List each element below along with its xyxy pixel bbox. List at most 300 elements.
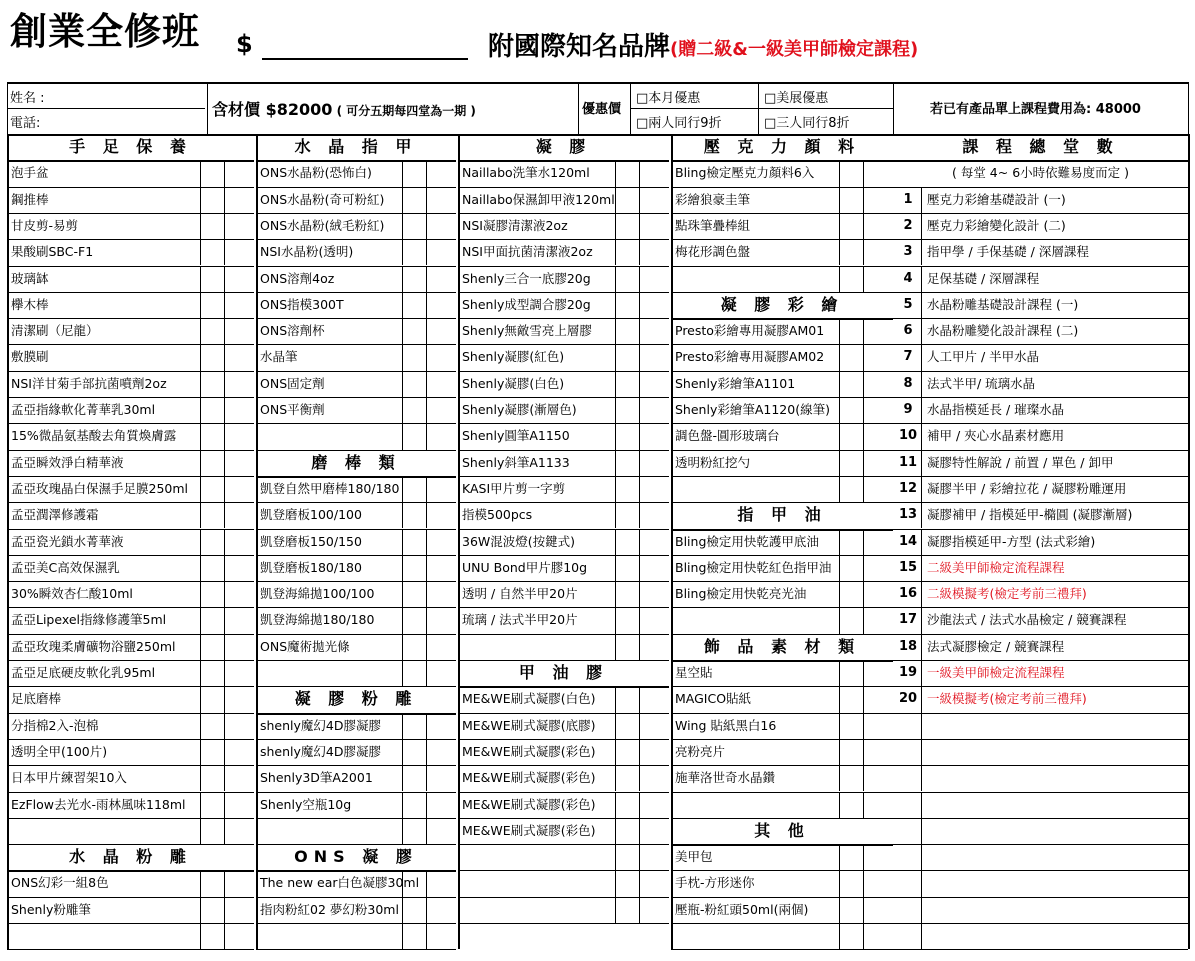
check-cell[interactable] bbox=[839, 581, 840, 607]
table-rule bbox=[458, 476, 669, 477]
quantity-cell[interactable] bbox=[224, 923, 225, 949]
quantity-cell[interactable] bbox=[863, 476, 864, 502]
quantity-cell[interactable] bbox=[426, 213, 427, 239]
table-rule bbox=[256, 686, 456, 687]
check-cell[interactable] bbox=[615, 870, 616, 896]
quantity-cell[interactable] bbox=[639, 870, 640, 896]
check-cell[interactable] bbox=[839, 765, 840, 791]
quantity-cell[interactable] bbox=[224, 660, 225, 686]
quantity-cell[interactable] bbox=[426, 160, 427, 186]
check-cell[interactable] bbox=[402, 292, 403, 318]
table-rule bbox=[7, 371, 254, 372]
quantity-cell[interactable] bbox=[863, 239, 864, 265]
quantity-cell[interactable] bbox=[224, 870, 225, 896]
check-cell[interactable] bbox=[615, 239, 616, 265]
list-item: 凱登磨板100/100 bbox=[260, 507, 362, 523]
course-number: 4 bbox=[903, 270, 913, 286]
check-cell[interactable] bbox=[200, 160, 201, 186]
check-cell[interactable] bbox=[402, 266, 403, 292]
list-item: 凱登海綿拋100/100 bbox=[260, 586, 375, 602]
list-item: 孟亞玫瑰柔膚礦物浴鹽250ml bbox=[11, 638, 176, 654]
quantity-cell[interactable] bbox=[863, 344, 864, 370]
table-rule bbox=[893, 949, 1188, 950]
quantity-cell[interactable] bbox=[224, 266, 225, 292]
quantity-cell[interactable] bbox=[224, 160, 225, 186]
check-cell[interactable] bbox=[839, 476, 840, 502]
quantity-cell[interactable] bbox=[863, 423, 864, 449]
course-number: 19 bbox=[898, 665, 918, 680]
table-rule bbox=[893, 660, 1188, 661]
check-cell[interactable] bbox=[839, 187, 840, 213]
option-three-people[interactable]: □三人同行8折 bbox=[764, 116, 850, 131]
check-cell[interactable] bbox=[615, 529, 616, 555]
check-cell[interactable] bbox=[615, 792, 616, 818]
quantity-cell[interactable] bbox=[639, 423, 640, 449]
list-item: NSI洋甘菊手部抗菌噴劑2oz bbox=[11, 375, 167, 391]
check-cell[interactable] bbox=[615, 266, 616, 292]
check-cell[interactable] bbox=[200, 239, 201, 265]
check-cell[interactable] bbox=[200, 266, 201, 292]
course-number: 12 bbox=[898, 480, 918, 496]
quantity-cell[interactable] bbox=[224, 607, 225, 633]
list-item: 分指棉2入-泡棉 bbox=[11, 717, 99, 733]
check-cell[interactable] bbox=[839, 713, 840, 739]
quantity-cell[interactable] bbox=[224, 739, 225, 765]
option-monthly[interactable]: □本月優惠 bbox=[636, 91, 701, 106]
check-cell[interactable] bbox=[200, 344, 201, 370]
check-cell[interactable] bbox=[839, 318, 840, 344]
quantity-cell[interactable] bbox=[863, 897, 864, 923]
check-cell[interactable] bbox=[402, 923, 403, 949]
list-item: 孟亞瞬效淨白精華液 bbox=[11, 454, 124, 470]
quantity-cell[interactable] bbox=[863, 792, 864, 818]
quantity-cell[interactable] bbox=[426, 870, 427, 896]
course-number-divider bbox=[921, 634, 922, 660]
quantity-cell[interactable] bbox=[426, 634, 427, 660]
quantity-cell[interactable] bbox=[224, 239, 225, 265]
check-cell[interactable] bbox=[402, 371, 403, 397]
quantity-cell[interactable] bbox=[224, 792, 225, 818]
check-cell[interactable] bbox=[402, 344, 403, 370]
quantity-cell[interactable] bbox=[863, 765, 864, 791]
check-cell[interactable] bbox=[402, 239, 403, 265]
list-item: 孟亞潤澤修護霜 bbox=[11, 507, 99, 523]
course-name: 凝膠指模延甲-方型 (法式彩繪) bbox=[927, 533, 1096, 549]
list-item: 孟亞瓷光鎖水菁華液 bbox=[11, 533, 124, 549]
quantity-cell[interactable] bbox=[426, 292, 427, 318]
quantity-cell[interactable] bbox=[224, 187, 225, 213]
check-cell[interactable] bbox=[839, 423, 840, 449]
check-cell[interactable] bbox=[200, 923, 201, 949]
quantity-cell[interactable] bbox=[426, 529, 427, 555]
quantity-cell[interactable] bbox=[863, 555, 864, 581]
check-cell[interactable] bbox=[615, 607, 616, 633]
check-cell[interactable] bbox=[402, 897, 403, 923]
table-rule bbox=[256, 949, 456, 950]
quantity-cell[interactable] bbox=[426, 555, 427, 581]
course-number-divider bbox=[921, 818, 922, 844]
check-cell[interactable] bbox=[839, 239, 840, 265]
check-cell[interactable] bbox=[402, 765, 403, 791]
quantity-cell[interactable] bbox=[224, 213, 225, 239]
quantity-cell[interactable] bbox=[426, 923, 427, 949]
quantity-cell[interactable] bbox=[639, 529, 640, 555]
check-cell[interactable] bbox=[200, 765, 201, 791]
quantity-cell[interactable] bbox=[426, 818, 427, 844]
quantity-cell[interactable] bbox=[639, 581, 640, 607]
quantity-cell[interactable] bbox=[639, 686, 640, 712]
course-number-divider bbox=[921, 187, 922, 213]
section-heading: 指 甲 油 bbox=[737, 505, 827, 525]
quantity-cell[interactable] bbox=[863, 213, 864, 239]
quantity-cell[interactable] bbox=[426, 476, 427, 502]
check-cell[interactable] bbox=[615, 555, 616, 581]
course-number: 10 bbox=[898, 428, 918, 444]
table-rule bbox=[7, 502, 254, 503]
courses-heading: 課 程 總 堂 數 bbox=[962, 137, 1119, 156]
check-cell[interactable] bbox=[615, 371, 616, 397]
check-cell[interactable] bbox=[402, 739, 403, 765]
check-cell[interactable] bbox=[839, 160, 840, 186]
check-cell[interactable] bbox=[839, 686, 840, 712]
quantity-cell[interactable] bbox=[863, 581, 864, 607]
check-cell[interactable] bbox=[615, 765, 616, 791]
check-cell[interactable] bbox=[839, 266, 840, 292]
check-cell[interactable] bbox=[200, 555, 201, 581]
quantity-cell[interactable] bbox=[863, 397, 864, 423]
check-cell[interactable] bbox=[615, 502, 616, 528]
check-cell[interactable] bbox=[839, 371, 840, 397]
check-cell[interactable] bbox=[615, 450, 616, 476]
check-cell[interactable] bbox=[402, 187, 403, 213]
quantity-cell[interactable] bbox=[863, 160, 864, 186]
check-cell[interactable] bbox=[402, 660, 403, 686]
check-cell[interactable] bbox=[839, 555, 840, 581]
table-rule bbox=[671, 581, 893, 582]
table-rule bbox=[671, 239, 893, 240]
quantity-cell[interactable] bbox=[426, 239, 427, 265]
quantity-cell[interactable] bbox=[224, 634, 225, 660]
check-cell[interactable] bbox=[200, 607, 201, 633]
quantity-cell[interactable] bbox=[224, 397, 225, 423]
quantity-cell[interactable] bbox=[863, 266, 864, 292]
check-cell[interactable] bbox=[200, 660, 201, 686]
table-rule bbox=[893, 266, 1188, 267]
check-cell[interactable] bbox=[839, 660, 840, 686]
check-cell[interactable] bbox=[615, 739, 616, 765]
quantity-cell[interactable] bbox=[426, 792, 427, 818]
quantity-cell[interactable] bbox=[426, 397, 427, 423]
check-cell[interactable] bbox=[200, 634, 201, 660]
quantity-cell[interactable] bbox=[863, 450, 864, 476]
list-item: 15%微晶氨基酸去角質煥膚露 bbox=[11, 428, 177, 444]
quantity-cell[interactable] bbox=[426, 318, 427, 344]
quantity-cell[interactable] bbox=[224, 529, 225, 555]
quantity-cell[interactable] bbox=[639, 397, 640, 423]
check-cell[interactable] bbox=[402, 634, 403, 660]
check-cell[interactable] bbox=[200, 371, 201, 397]
quantity-cell[interactable] bbox=[639, 239, 640, 265]
quantity-cell[interactable] bbox=[639, 607, 640, 633]
check-cell[interactable] bbox=[402, 476, 403, 502]
quantity-cell[interactable] bbox=[224, 713, 225, 739]
check-cell[interactable] bbox=[615, 897, 616, 923]
quantity-cell[interactable] bbox=[426, 713, 427, 739]
list-item: NSI甲面抗菌清潔液2oz bbox=[462, 244, 593, 260]
check-cell[interactable] bbox=[200, 713, 201, 739]
quantity-cell[interactable] bbox=[224, 371, 225, 397]
check-cell[interactable] bbox=[200, 450, 201, 476]
check-cell[interactable] bbox=[402, 713, 403, 739]
quantity-cell[interactable] bbox=[863, 870, 864, 896]
check-cell[interactable] bbox=[615, 423, 616, 449]
list-item: 孟亞指緣軟化菁華乳30ml bbox=[11, 402, 156, 417]
quantity-cell[interactable] bbox=[639, 792, 640, 818]
quantity-cell[interactable] bbox=[224, 581, 225, 607]
check-cell[interactable] bbox=[839, 397, 840, 423]
table-rule bbox=[7, 713, 254, 714]
quantity-cell[interactable] bbox=[863, 713, 864, 739]
check-cell[interactable] bbox=[402, 318, 403, 344]
quantity-cell[interactable] bbox=[426, 266, 427, 292]
course-number-divider bbox=[921, 555, 922, 581]
check-cell[interactable] bbox=[402, 423, 403, 449]
check-cell[interactable] bbox=[615, 476, 616, 502]
check-cell[interactable] bbox=[839, 529, 840, 555]
quantity-cell[interactable] bbox=[639, 371, 640, 397]
check-cell[interactable] bbox=[615, 581, 616, 607]
check-cell[interactable] bbox=[402, 607, 403, 633]
quantity-cell[interactable] bbox=[863, 923, 864, 949]
quantity-cell[interactable] bbox=[863, 686, 864, 712]
quantity-cell[interactable] bbox=[224, 292, 225, 318]
check-cell[interactable] bbox=[615, 634, 616, 660]
quantity-cell[interactable] bbox=[863, 371, 864, 397]
quantity-cell[interactable] bbox=[426, 739, 427, 765]
check-cell[interactable] bbox=[839, 450, 840, 476]
check-cell[interactable] bbox=[615, 713, 616, 739]
list-item: Shenly彩繪筆A1101 bbox=[675, 375, 796, 391]
course-number: 13 bbox=[898, 507, 918, 523]
quantity-cell[interactable] bbox=[426, 607, 427, 633]
quantity-cell[interactable] bbox=[863, 739, 864, 765]
table-rule bbox=[7, 266, 254, 267]
quantity-cell[interactable] bbox=[426, 423, 427, 449]
table-rule bbox=[207, 82, 208, 134]
list-item: 點珠筆疊棒組 bbox=[675, 217, 751, 233]
check-cell[interactable] bbox=[200, 318, 201, 344]
course-name: 一級模擬考(檢定考前三禮拜) bbox=[927, 691, 1087, 707]
check-cell[interactable] bbox=[200, 292, 201, 318]
check-cell[interactable] bbox=[200, 686, 201, 712]
table-rule bbox=[256, 450, 456, 451]
check-cell[interactable] bbox=[615, 844, 616, 870]
check-cell[interactable] bbox=[200, 502, 201, 528]
check-cell[interactable] bbox=[615, 187, 616, 213]
quantity-cell[interactable] bbox=[639, 502, 640, 528]
quantity-cell[interactable] bbox=[224, 502, 225, 528]
check-cell[interactable] bbox=[839, 897, 840, 923]
table-rule bbox=[671, 765, 893, 766]
quantity-cell[interactable] bbox=[224, 897, 225, 923]
quantity-cell[interactable] bbox=[639, 555, 640, 581]
check-cell[interactable] bbox=[402, 213, 403, 239]
quantity-cell[interactable] bbox=[639, 765, 640, 791]
quantity-cell[interactable] bbox=[639, 266, 640, 292]
check-cell[interactable] bbox=[200, 187, 201, 213]
check-cell[interactable] bbox=[839, 739, 840, 765]
option-two-people[interactable]: □兩人同行9折 bbox=[636, 116, 722, 131]
check-cell[interactable] bbox=[402, 502, 403, 528]
list-item: ME&WE刷式凝膠(底膠) bbox=[462, 717, 596, 733]
check-cell[interactable] bbox=[402, 870, 403, 896]
list-item: Naillabo保濕卸甲液120ml bbox=[462, 191, 615, 207]
check-cell[interactable] bbox=[615, 818, 616, 844]
quantity-cell[interactable] bbox=[426, 660, 427, 686]
check-cell[interactable] bbox=[200, 476, 201, 502]
check-cell[interactable] bbox=[402, 555, 403, 581]
quantity-cell[interactable] bbox=[426, 371, 427, 397]
quantity-cell[interactable] bbox=[639, 844, 640, 870]
check-cell[interactable] bbox=[402, 529, 403, 555]
quantity-cell[interactable] bbox=[639, 344, 640, 370]
check-cell[interactable] bbox=[839, 607, 840, 633]
table-rule bbox=[893, 607, 1188, 608]
quantity-cell[interactable] bbox=[863, 318, 864, 344]
course-number-divider bbox=[921, 397, 922, 423]
table-rule bbox=[893, 581, 1188, 582]
check-cell[interactable] bbox=[200, 529, 201, 555]
quantity-cell[interactable] bbox=[639, 739, 640, 765]
check-cell[interactable] bbox=[200, 397, 201, 423]
section-heading: 壓 克 力 顏 料 bbox=[703, 137, 861, 156]
list-item: 指模500pcs bbox=[462, 507, 533, 523]
check-cell[interactable] bbox=[615, 292, 616, 318]
quantity-cell[interactable] bbox=[639, 213, 640, 239]
course-number-divider bbox=[921, 529, 922, 555]
option-exhibition[interactable]: □美展優惠 bbox=[764, 91, 829, 106]
quantity-cell[interactable] bbox=[639, 187, 640, 213]
check-cell[interactable] bbox=[402, 818, 403, 844]
list-item: 凱登磨板150/150 bbox=[260, 533, 362, 549]
course-number-divider bbox=[921, 844, 922, 870]
course-number: 11 bbox=[898, 454, 918, 470]
list-item: ONS水晶粉(絨毛粉紅) bbox=[260, 217, 385, 233]
list-item: 透明 / 自然半甲20片 bbox=[462, 586, 578, 602]
check-cell[interactable] bbox=[615, 213, 616, 239]
course-name: 凝膠補甲 / 指模延甲-橢圓 (凝膠漸層) bbox=[927, 507, 1133, 523]
check-cell[interactable] bbox=[839, 792, 840, 818]
price-text: 含材價 $82000 bbox=[212, 100, 333, 119]
quantity-cell[interactable] bbox=[639, 292, 640, 318]
check-cell[interactable] bbox=[839, 344, 840, 370]
check-cell[interactable] bbox=[615, 397, 616, 423]
quantity-cell[interactable] bbox=[224, 344, 225, 370]
check-cell[interactable] bbox=[402, 792, 403, 818]
quantity-cell[interactable] bbox=[639, 634, 640, 660]
table-rule bbox=[7, 555, 254, 556]
quantity-cell[interactable] bbox=[639, 897, 640, 923]
list-item: 琉璃 / 法式半甲20片 bbox=[462, 612, 578, 628]
table-rule bbox=[458, 529, 669, 530]
quantity-cell[interactable] bbox=[863, 660, 864, 686]
quantity-cell[interactable] bbox=[863, 529, 864, 555]
list-item: NSI凝膠清潔液2oz bbox=[462, 217, 568, 233]
quantity-cell[interactable] bbox=[224, 686, 225, 712]
quantity-cell[interactable] bbox=[639, 476, 640, 502]
check-cell[interactable] bbox=[839, 844, 840, 870]
quantity-cell[interactable] bbox=[863, 844, 864, 870]
table-rule bbox=[578, 82, 579, 134]
quantity-cell[interactable] bbox=[224, 476, 225, 502]
check-cell[interactable] bbox=[402, 160, 403, 186]
course-number: 16 bbox=[898, 586, 918, 602]
quantity-cell[interactable] bbox=[426, 344, 427, 370]
quantity-cell[interactable] bbox=[639, 713, 640, 739]
check-cell[interactable] bbox=[402, 581, 403, 607]
check-cell[interactable] bbox=[615, 318, 616, 344]
table-rule bbox=[458, 555, 669, 556]
quantity-cell[interactable] bbox=[426, 765, 427, 791]
check-cell[interactable] bbox=[200, 581, 201, 607]
course-name: 足保基礎 / 深層課程 bbox=[927, 270, 1040, 286]
quantity-cell[interactable] bbox=[639, 160, 640, 186]
list-item: 梅花形調色盤 bbox=[675, 244, 751, 260]
quantity-cell[interactable] bbox=[224, 765, 225, 791]
quantity-cell[interactable] bbox=[224, 318, 225, 344]
check-cell[interactable] bbox=[839, 923, 840, 949]
list-item: 欅木棒 bbox=[11, 296, 49, 312]
list-item: ONS指模300T bbox=[260, 296, 344, 312]
quantity-cell[interactable] bbox=[426, 897, 427, 923]
quantity-cell[interactable] bbox=[426, 581, 427, 607]
table-rule bbox=[671, 870, 893, 871]
course-number: 6 bbox=[903, 323, 913, 339]
check-cell[interactable] bbox=[402, 397, 403, 423]
check-cell[interactable] bbox=[200, 792, 201, 818]
check-cell[interactable] bbox=[200, 213, 201, 239]
check-cell[interactable] bbox=[615, 344, 616, 370]
quantity-cell[interactable] bbox=[426, 502, 427, 528]
quantity-cell[interactable] bbox=[224, 818, 225, 844]
table-rule bbox=[458, 239, 669, 240]
quantity-cell[interactable] bbox=[224, 555, 225, 581]
quantity-cell[interactable] bbox=[224, 450, 225, 476]
quantity-cell[interactable] bbox=[639, 818, 640, 844]
table-rule bbox=[7, 844, 254, 845]
check-cell[interactable] bbox=[200, 739, 201, 765]
quantity-cell[interactable] bbox=[426, 187, 427, 213]
check-cell[interactable] bbox=[200, 870, 201, 896]
list-item: ONS水晶粉(奇可粉紅) bbox=[260, 191, 385, 207]
table-rule bbox=[893, 476, 1188, 477]
quantity-cell[interactable] bbox=[224, 423, 225, 449]
check-cell[interactable] bbox=[200, 897, 201, 923]
course-number-divider bbox=[921, 870, 922, 896]
check-cell[interactable] bbox=[839, 870, 840, 896]
quantity-cell[interactable] bbox=[863, 607, 864, 633]
check-cell[interactable] bbox=[200, 818, 201, 844]
quantity-cell[interactable] bbox=[639, 318, 640, 344]
check-cell[interactable] bbox=[839, 213, 840, 239]
quantity-cell[interactable] bbox=[639, 450, 640, 476]
check-cell[interactable] bbox=[615, 160, 616, 186]
list-item: 指肉粉紅02 夢幻粉30ml bbox=[260, 901, 399, 917]
course-number: 9 bbox=[903, 402, 913, 417]
check-cell[interactable] bbox=[615, 686, 616, 712]
quantity-cell[interactable] bbox=[863, 187, 864, 213]
check-cell[interactable] bbox=[200, 423, 201, 449]
